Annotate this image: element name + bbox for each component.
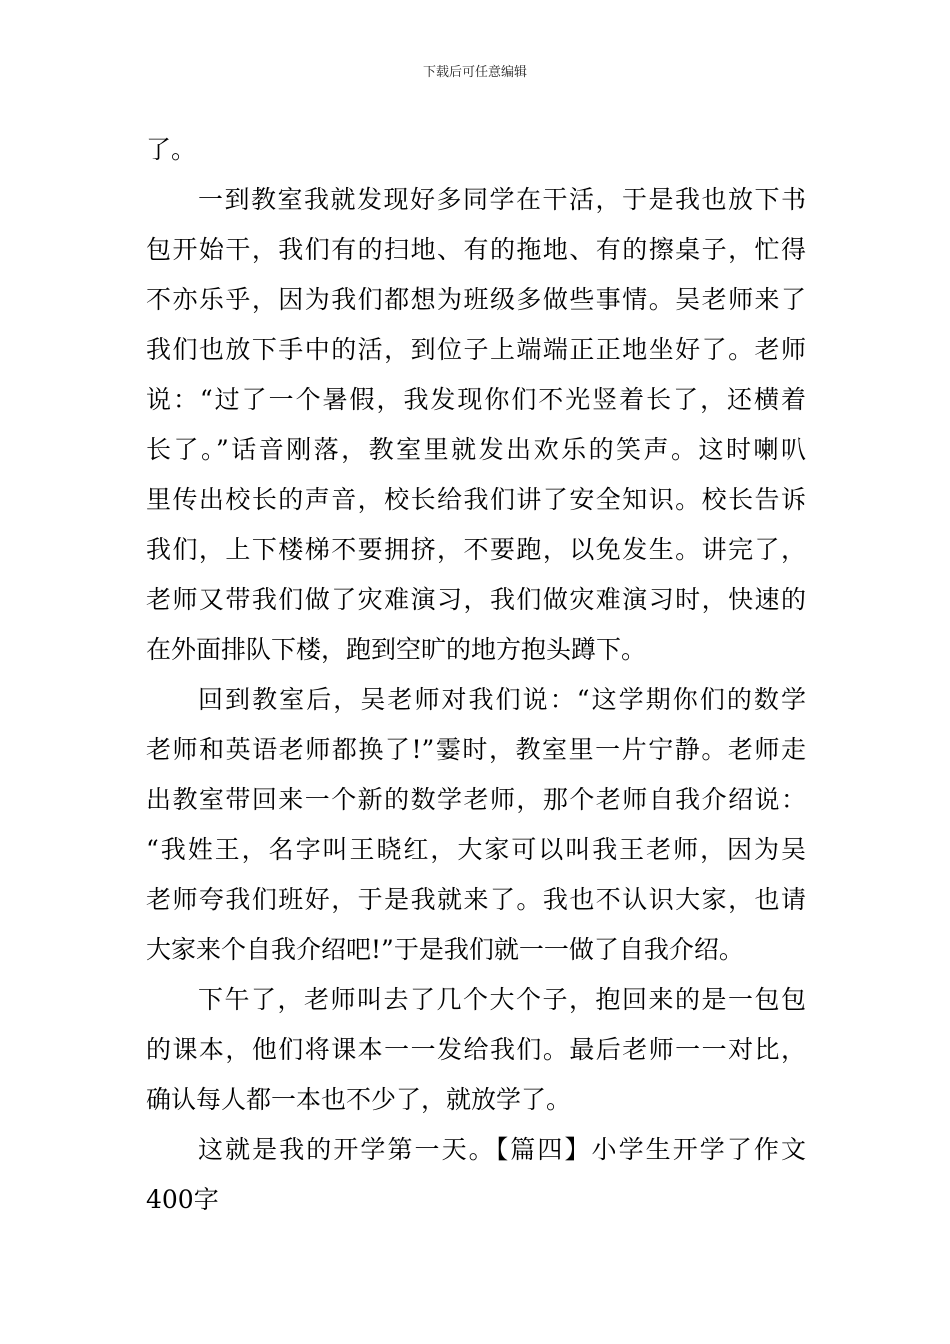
text-line: 老师又带我们做了灾难演习，我们做灾难演习时，快速的 [146, 585, 806, 614]
text-line: 在外面排队下楼，跑到空旷的地方抱头蹲下。 [146, 635, 647, 664]
text-line: 出教室带回来一个新的数学老师，那个老师自我介绍说： [146, 785, 806, 814]
text-line: 包开始干，我们有的扫地、有的拖地、有的擦桌子，忙得 [146, 235, 806, 264]
page-header: 下载后可任意编辑 [422, 65, 527, 80]
text-line: 老师夸我们班好，于是我就来了。我也不认识大家，也请 [146, 885, 806, 914]
text-line: 不亦乐乎，因为我们都想为班级多做些事情。吴老师来了 [146, 285, 806, 314]
text-line: 老师和英语老师都换了!”霎时，教室里一片宁静。老师走 [146, 735, 806, 764]
paragraph-0 [146, 125, 806, 175]
document-body [146, 125, 806, 1225]
text-line: 长了。”话音刚落，教室里就发出欢乐的笑声。这时喇叭 [146, 435, 806, 464]
text-line: 一到教室我就发现好多同学在干活，于是我也放下书 [198, 185, 806, 214]
text-line: 大家来个自我介绍吧!”于是我们就一一做了自我介绍。 [146, 935, 744, 964]
text-line: 我们也放下手中的活，到位子上端端正正地坐好了。老师 [146, 335, 806, 364]
text-line: 的课本，他们将课本一一发给我们。最后老师一一对比， [146, 1035, 806, 1064]
text-line: “我姓王，名字叫王晓红，大家可以叫我王老师，因为吴 [146, 835, 806, 864]
text-line: 里传出校长的声音，校长给我们讲了安全知识。校长告诉 [146, 485, 806, 514]
text-line: 说：“过了一个暑假，我发现你们不光竖着长了，还横着 [146, 385, 806, 414]
text-line: 确认每人都一本也不少了，就放学了。 [146, 1085, 572, 1114]
paragraph-4 [146, 1125, 806, 1225]
paragraph-1 [146, 175, 806, 675]
paragraph-2 [146, 675, 806, 975]
text-line: 回到教室后，吴老师对我们说：“这学期你们的数学 [198, 685, 806, 714]
text-line: 了。 [146, 135, 197, 164]
text-line: 下午了，老师叫去了几个大个子，抱回来的是一包包 [198, 985, 806, 1014]
text-line: 这就是我的开学第一天。【篇四】小学生开学了作文 [198, 1135, 806, 1164]
paragraph-3 [146, 975, 806, 1125]
text-line: 我们，上下楼梯不要拥挤，不要跑，以免发生。讲完了， [146, 535, 806, 564]
text-line: 400字 [146, 1185, 219, 1214]
